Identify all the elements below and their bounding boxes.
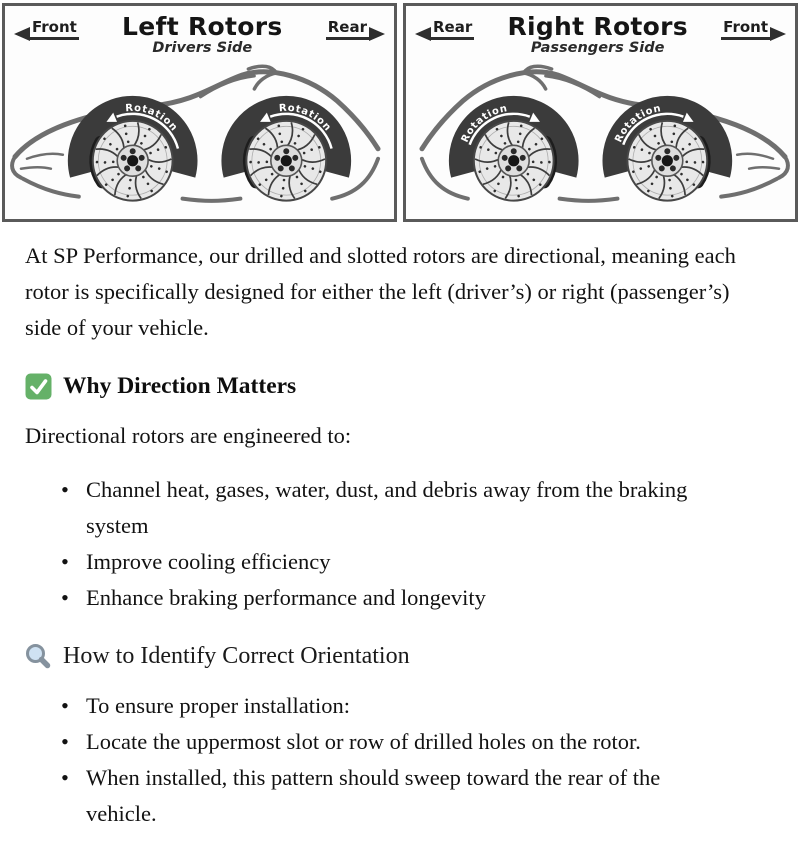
direction-text: Rear — [326, 18, 369, 40]
arrow-right-icon — [770, 27, 786, 41]
list-item: • Improve cooling efficiency — [59, 544, 735, 580]
direction-text: Front — [30, 18, 79, 40]
list-item: • When installed, this pattern should sweep toward the rear of the vehicle. — [59, 760, 735, 832]
how-to-heading — [25, 643, 775, 670]
rotation-label: Rotation — [459, 103, 509, 145]
intro-paragraph: At SP Performance, our drilled and slotted rotors are directional, meaning each rotor is specifically designed for either the left (driver’s) or right (passenger’s) side of your vehicle. — [25, 242, 736, 340]
check-icon — [25, 373, 52, 400]
panel-subtitle: Passengers Side — [530, 40, 665, 57]
right-rotors-panel — [403, 3, 798, 222]
direction-text: Rear — [431, 18, 474, 40]
right-panel-title-block — [507, 14, 688, 56]
front-direction-label — [721, 18, 786, 40]
right-car-illustration — [406, 61, 795, 219]
magnifying-glass-icon — [25, 643, 52, 670]
arrow-left-icon — [415, 27, 431, 41]
rotation-label: Rotation — [613, 103, 663, 145]
list-item: • Enhance braking performance and longevity — [59, 580, 735, 616]
list-item: • Channel heat, gases, water, dust, and debris away from the braking system — [59, 472, 735, 544]
arrow-left-icon — [14, 27, 30, 41]
arrow-right-icon — [369, 27, 385, 41]
rear-direction-label — [415, 18, 474, 40]
rear-direction-label — [326, 18, 385, 40]
heading-text: Why Direction Matters — [63, 372, 297, 399]
list-item: • Locate the uppermost slot or row of drilled holes on the rotor. — [59, 724, 735, 760]
panel-title: Left Rotors — [122, 12, 283, 41]
rotation-label: Rotation — [278, 102, 334, 134]
why-direction-heading — [25, 373, 775, 400]
panel-subtitle: Drivers Side — [152, 40, 253, 57]
right-panel-header — [406, 6, 795, 61]
how-bullet-list — [25, 688, 735, 832]
heading-text: How to Identify Correct Orientation — [63, 642, 410, 669]
list-item: • To ensure proper installation: — [59, 688, 735, 724]
engineered-lead: Directional rotors are engineered to: — [25, 422, 352, 448]
why-bullet-list — [25, 472, 735, 616]
direction-text: Front — [721, 18, 770, 40]
left-panel-header — [5, 6, 394, 61]
rotor-direction-diagram — [0, 0, 800, 222]
article-content — [25, 238, 775, 832]
left-rotors-panel — [2, 3, 397, 222]
front-direction-label — [14, 18, 79, 40]
left-car-illustration — [5, 61, 394, 219]
left-panel-title-block — [122, 14, 282, 56]
panel-title: Right Rotors — [507, 12, 688, 41]
rotation-label: Rotation — [125, 102, 180, 134]
